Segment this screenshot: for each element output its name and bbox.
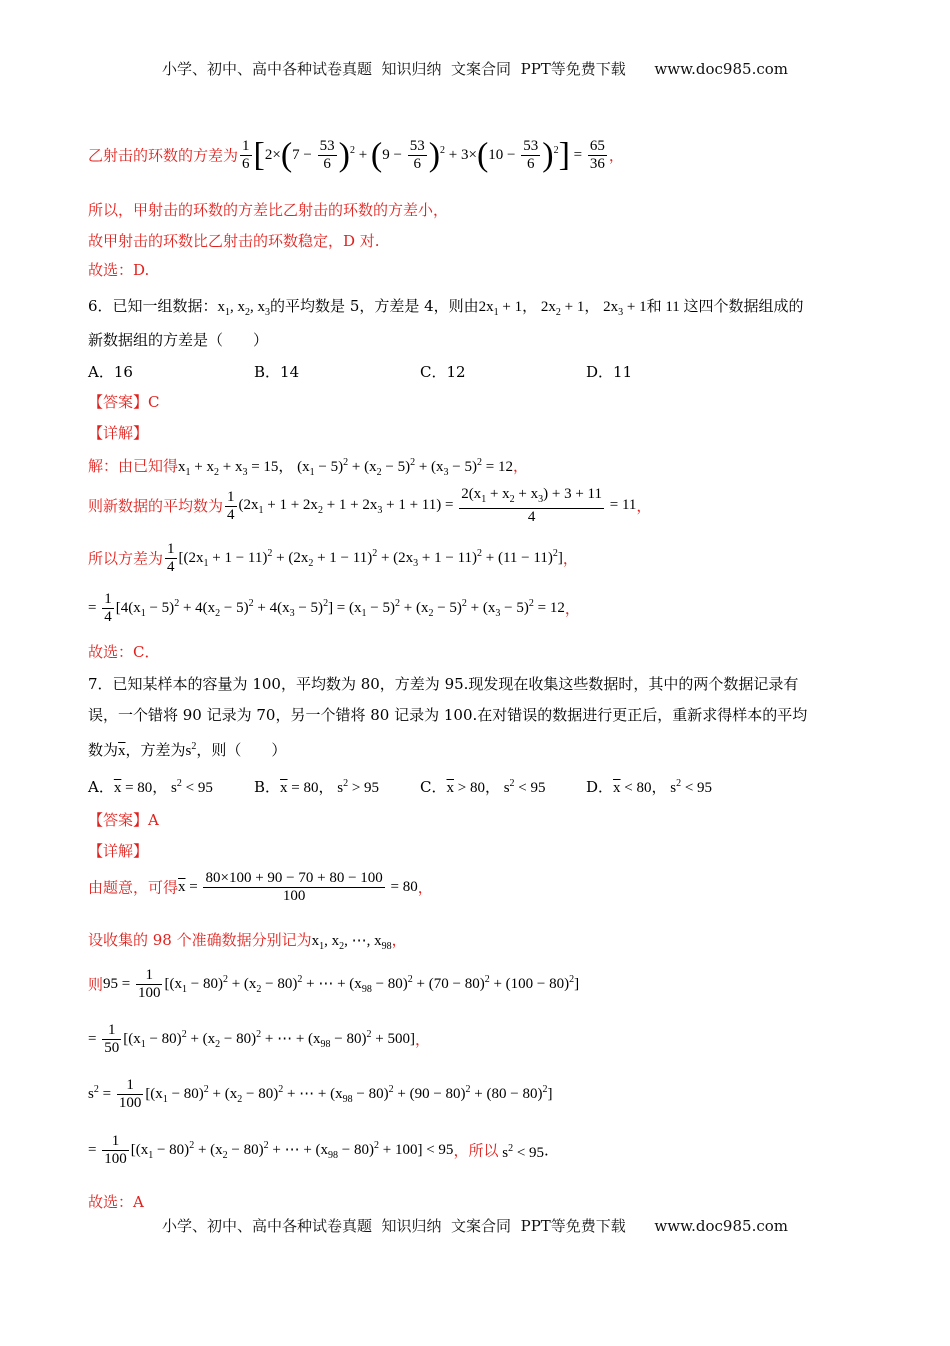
prev-conclusion-1: 所以，甲射击的环数的方差比乙射击的环数的方差小， (88, 201, 449, 219)
q6-step2: 则新数据的平均数为 $\frac{1}{4}$ $(2x_1 + 1 + 2x_2 + 1 + 2x_3 + 1 + 11)$ = $\frac{2(x_1 + x_2 + x_3) + 3 + 11}{4}$ = 11， (88, 486, 652, 525)
page-footer: 小学、初中、高中各种试卷真题 知识归纳 文案合同 PPT等免费下载 www.doc985.com (161, 1217, 788, 1235)
q6-step1: 解：由已知得$x_1 + x_2 + x_3 = 15$， $(x_1 - 5)^2 + (x_2 - 5)^2 + (x_3 - 5)^2 = 12$， (88, 457, 528, 478)
prev-choice: 故选：D. (88, 261, 150, 279)
q7-step6: = $\frac{1}{100}$ [$(x_1 - 80)^2 + (x_2 - 80)^2$ + ⋯ + $(x_{98} - 80)^2 + 100] < 95$，所以 $s^2 < 95$. (88, 1133, 549, 1167)
q6-step2-text: 则新数据的平均数为 (88, 497, 224, 515)
q7-step2-vars: $x_1$, $x_2$, ⋯, $x_{98}$ (311, 933, 392, 952)
q6-answer: 【答案】C (88, 393, 160, 411)
q7-step3-formula: 95 = $\frac{1}{100}$ [$(x_1 - 80)^2 + (x_2 - 80)^2$ + ⋯ + $(x_{98} - 80)^2 + (70 - 80)^2 + (100 - 80)^2$] (103, 967, 580, 1001)
q7-choice: 故选：A (88, 1193, 144, 1211)
q6-option-b: B．14 (254, 363, 300, 381)
q6-step1-text: 解：由已知得 (88, 457, 179, 475)
q7-xbar: $\overline{x}$ (118, 743, 126, 759)
q7-step5 (88, 1077, 552, 1121)
q7-s2: $s^2$ (185, 741, 197, 759)
q7-step6-formula: = $\frac{1}{100}$ [$(x_1 - 80)^2 + (x_2 - 80)^2$ + ⋯ + $(x_{98} - 80)^2 + 100] < 95$ (88, 1133, 454, 1167)
q6-new-data: $2x_1 + 1$， $2x_2 + 1$， $2x_3 + 1$ (478, 299, 647, 318)
q7-step2-text: 设收集的 98 个准确数据分别记为 (88, 931, 312, 949)
q6-choice: 故选：C． (88, 643, 160, 661)
q7-conclusion-formula: $s^2 < 95$ (498, 1142, 545, 1161)
q6-step3: 所以方差为 $\frac{1}{4}$ $[(2x_1 + 1 - 11)^2 + (2x_2 + 1 - 11)^2 + (2x_3 + 1 - 11)^2 + (11 - 11)^2]$， (88, 541, 578, 575)
q7-step3-text: 则 (88, 975, 104, 994)
q6-step1-formula: $x_1 + x_2 + x_3 = 15$， $(x_1 - 5)^2 + (x_2 - 5)^2 + (x_3 - 5)^2 = 12$ (178, 457, 513, 478)
q6-stem-line1 (88, 296, 804, 323)
q7-so-text: 所以 (468, 1141, 499, 1160)
q6-option-a: A．16 (88, 363, 133, 381)
q7-step2: 设收集的 98 个准确数据分别记为$x_1$, $x_2$, ⋯, $x_{98}$， (88, 931, 407, 952)
prev-variance-lead: 乙射击的环数的方差为 (88, 146, 239, 165)
q7-step1: 由题意，可得$\overline{x}$ = $\frac{80\times 100 + 90 - 70 + 80 - 100}{100}$ = 80， (88, 870, 433, 904)
q6-step3-text: 所以方差为 (88, 549, 164, 568)
q7-stem-3b: ，方差为 (125, 741, 186, 759)
q6-stem-b: 的平均数是 5，方差是 4，则由 (270, 297, 479, 315)
q6-stem-line2: 新数据组的方差是（ ） (88, 331, 269, 349)
q7-answer: 【答案】A (88, 811, 159, 829)
q7-option-a: A．$\overline{x} = 80$， $s^2 < 95$ (88, 778, 213, 796)
q6-stem-a: 6．已知一组数据： (88, 297, 218, 315)
q6-step3-formula: $\frac{1}{4}$ $[(2x_1 + 1 - 11)^2 + (2x_2 + 1 - 11)^2 + (2x_3 + 1 - 11)^2 + (11 - 11)^2]$ (167, 541, 563, 575)
q6-step4-formula: = $\frac{1}{4}$ $[4(x_1 - 5)^2 + 4(x_2 - 5)^2 + 4(x_3 - 5)^2] = (x_1 - 5)^2 + (x_2 - 5)^2 + (x_3 - 5)^2 = 12$ (88, 591, 565, 625)
q6-stem-c: 和 (646, 297, 662, 315)
prev-conclusion-2: 故甲射击的环数比乙射击的环数稳定，D 对. (88, 232, 380, 250)
q7-option-d: D．$\overline{x} < 80$， $s^2 < 95$ (586, 778, 713, 796)
q6-step2-formula: $\frac{1}{4}$ $(2x_1 + 1 + 2x_2 + 1 + 2x_3 + 1 + 11)$ = $\frac{2(x_1 + x_2 + x_3) + 3 + 11}{4}$ = 11 (227, 486, 637, 525)
q6-detail-label: 【详解】 (88, 424, 149, 442)
q7-stem-line3 (88, 737, 286, 761)
page-header: 小学、初中、高中各种试卷真题 知识归纳 文案合同 PPT等免费下载 www.doc985.com (161, 60, 788, 78)
q7-step4-formula: = $\frac{1}{50}$ [$(x_1 - 80)^2 + (x_2 - 80)^2$ + ⋯ + $(x_{98} - 80)^2 + 500$] (88, 1022, 415, 1056)
q6-option-d: D．11 (586, 363, 633, 381)
q6-step4: = $\frac{1}{4}$ $[4(x_1 - 5)^2 + 4(x_2 - 5)^2 + 4(x_3 - 5)^2] = (x_1 - 5)^2 + (x_2 - 5)^2 + (x_3 - 5)^2 = 12$， (88, 591, 580, 625)
q7-step5-formula: $s^2$ = $\frac{1}{100}$ [$(x_1 - 80)^2 + (x_2 - 80)^2$ + ⋯ + $(x_{98} - 80)^2 + (90 - 80)^2 + (80 - 80)^2$] (88, 1077, 553, 1111)
q7-stem-3c: ，则（ ） (196, 741, 287, 759)
q6-eleven: 11 (661, 299, 684, 315)
q7-stem-line1: 7．已知某样本的容量为 100，平均数为 80，方差为 95.现发现在收集这些数据时，其中的两个数据记录有 (88, 675, 799, 693)
prev-variance-line: 乙射击的环数的方差为 $\frac{1}{6}$ [2×(7 − $\frac{53}{6}$ )$^2$ + (9 − $\frac{53}{6}$ )$^2$ + 3×(10 − $\frac{53}{6}$ )$^2$] = $\frac{65}{36}$ ， (88, 136, 624, 174)
q7-step3 (88, 967, 579, 1011)
q7-step1-formula: $\overline{x}$ = $\frac{80\times 100 + 90 - 70 + 80 - 100}{100}$ = 80 (178, 870, 418, 904)
q7-detail-label: 【详解】 (88, 842, 149, 860)
q6-option-c: C．12 (420, 363, 466, 381)
q7-option-c: C．$\overline{x} > 80$， $s^2 < 95$ (420, 778, 546, 796)
prev-variance-formula: $\frac{1}{6}$ [2×(7 − $\frac{53}{6}$ )$^2$ + (9 − $\frac{53}{6}$ )$^2$ + 3×(10 − $\frac{53}{6}$ )$^2$] = $\frac{65}{36}$ (242, 136, 605, 174)
q7-option-b: B．$\overline{x} = 80$， $s^2 > 95$ (254, 778, 380, 796)
q7-step1-text: 由题意，可得 (88, 878, 179, 897)
q7-stem-line2: 误，一个错将 90 记录为 70，另一个错将 80 记录为 100.在对错误的数据进行更正后，重新求得样本的平均 (88, 706, 808, 724)
q6-stem-d: 这四个数据组成的 (683, 297, 804, 315)
q7-stem-3a: 数为 (88, 741, 119, 759)
q6-data-vars: $x_1$, $x_2$, $x_3$ (217, 299, 271, 318)
q7-step4: = $\frac{1}{50}$ [$(x_1 - 80)^2 + (x_2 - 80)^2$ + ⋯ + $(x_{98} - 80)^2 + 500$]， (88, 1022, 430, 1056)
